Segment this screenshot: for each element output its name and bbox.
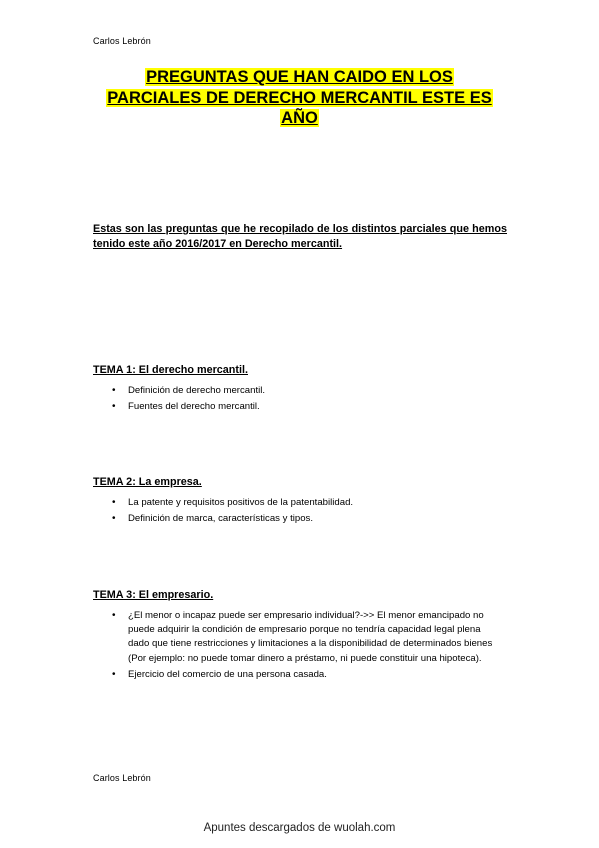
section-title: TEMA 2: La empresa.	[93, 476, 202, 488]
title-line-2: PARCIALES DE DERECHO MERCANTIL ESTE ES	[107, 88, 492, 107]
list-item: • La patente y requisitos positivos de la patentabilidad.	[93, 496, 503, 510]
bullet-list	[93, 496, 507, 526]
title-line-3: AÑO	[281, 109, 318, 127]
author-footer: Carlos Lebrón	[93, 773, 151, 783]
section-title: TEMA 3: El empresario.	[93, 589, 214, 601]
author-header: Carlos Lebrón	[93, 36, 151, 46]
list-item: • Fuentes del derecho mercantil.	[93, 400, 503, 414]
title-line-1: PREGUNTAS QUE HAN CAIDO EN LOS	[146, 68, 453, 86]
bullet-list	[93, 384, 507, 414]
list-item: • Ejercicio del comercio de una persona casada.	[93, 668, 503, 682]
section-title: TEMA 1: El derecho mercantil.	[93, 364, 248, 376]
list-item: • ¿El menor o incapaz puede ser empresario individual?->> El menor emancipado no puede adquirir la condición de empresario porque no tendría capacidad legal plena dado que tiene restricciones y limitaciones a la disponibilidad de determinados bienes (Por ejemplo: no puede tomar dinero a préstamo, ni puede constituir una hipoteca).	[93, 609, 503, 666]
download-footer: Apuntes descargados de wuolah.com	[203, 822, 396, 834]
section-tema-2	[93, 476, 507, 528]
list-item: • Definición de marca, características y tipos.	[93, 512, 503, 526]
intro-paragraph: Estas son las preguntas que he recopilado de los distintos parciales que hemos tenido este año 2016/2017 en Derecho mercantil.	[93, 223, 507, 250]
bullet-list	[93, 609, 507, 682]
document-title	[60, 67, 539, 129]
list-item: • Definición de derecho mercantil.	[93, 384, 503, 398]
section-tema-3	[93, 589, 507, 684]
section-tema-1	[93, 364, 507, 416]
